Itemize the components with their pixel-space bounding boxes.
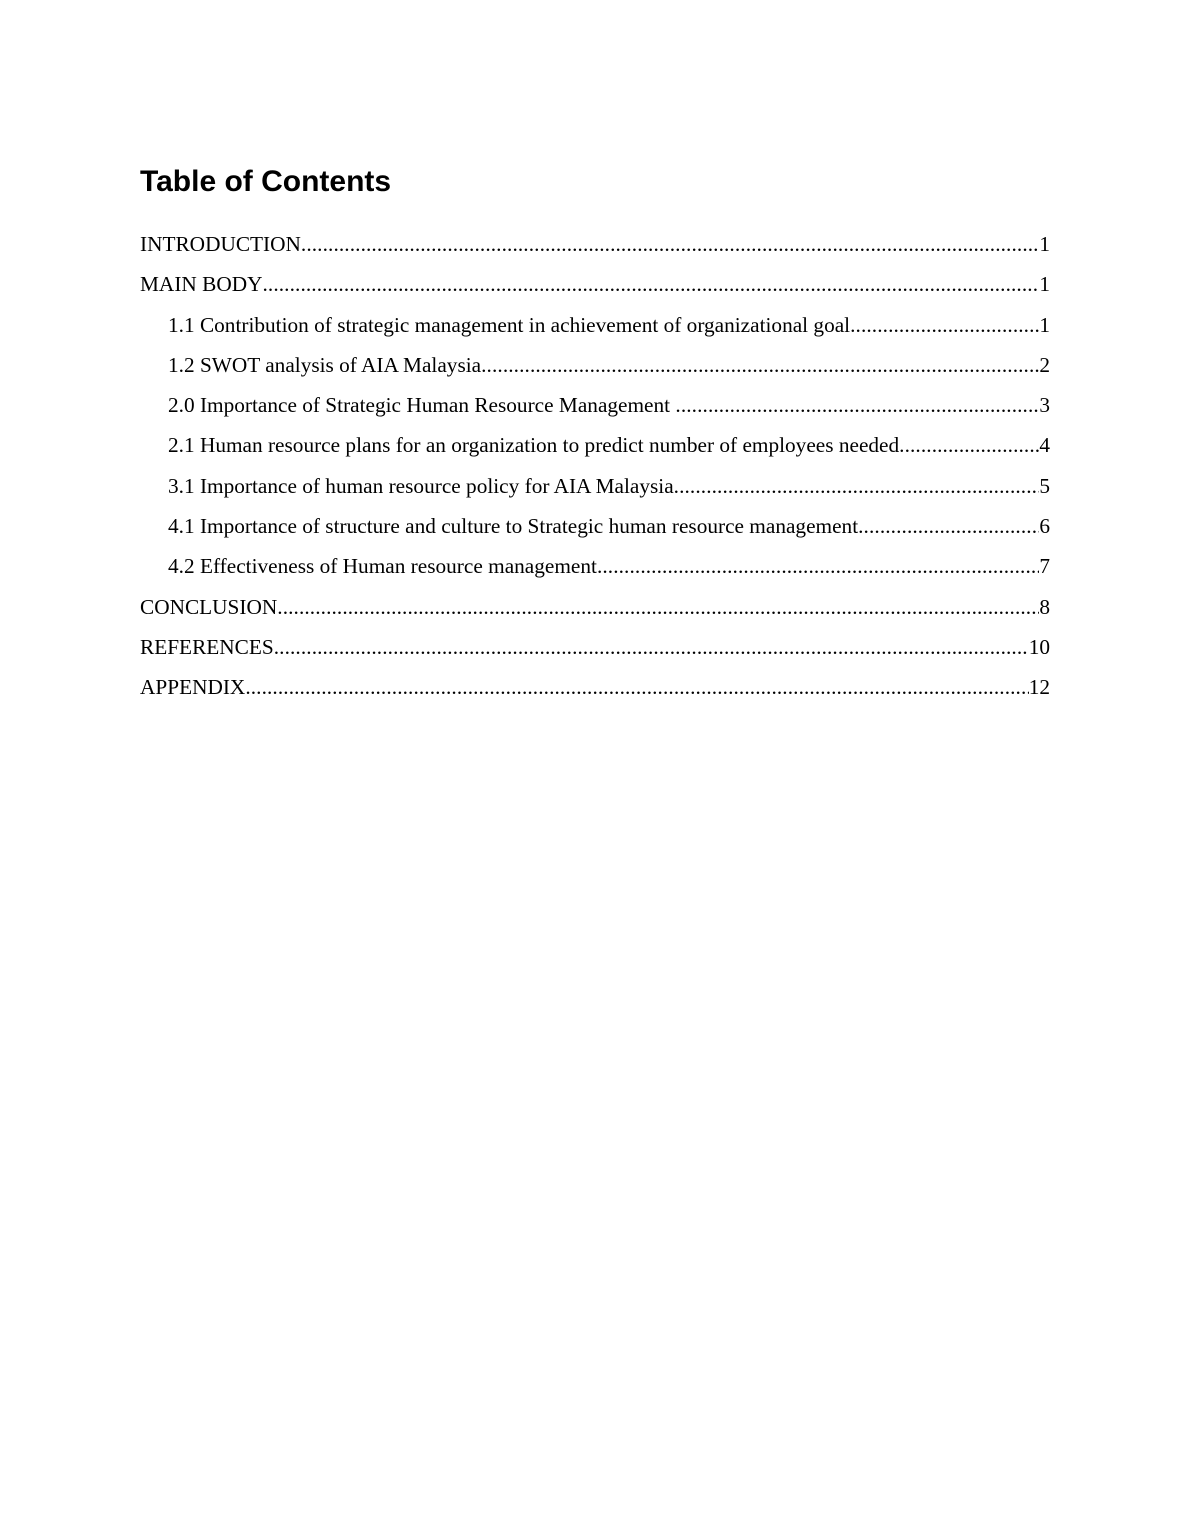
dot-leader [899,425,1039,465]
toc-entry-4-1[interactable] [140,506,1050,546]
table-of-contents [140,224,1050,708]
dot-leader [274,627,1029,667]
toc-entry-page-number: 1 [1039,272,1050,297]
toc-entry-2-1[interactable] [140,425,1050,465]
toc-entry-4-2[interactable] [140,546,1050,586]
dot-leader [675,385,1039,425]
toc-entry-page-number: 4 [1039,433,1050,458]
toc-entry-label: 1.1 Contribution of strategic management in achievement of organizational goal [168,312,851,337]
toc-entry-page-number: 8 [1039,594,1050,619]
toc-entry-label: REFERENCES [140,634,274,659]
dot-leader [277,587,1039,627]
dot-leader [301,224,1039,264]
toc-entry-page-number: 3 [1039,393,1050,418]
toc-entry-label: 2.0 Importance of Strategic Human Resource Management [168,393,676,418]
toc-entry-3-1[interactable] [140,466,1050,506]
toc-entry-page-number: 1 [1039,232,1050,256]
toc-entry-label: 4.2 Effectiveness of Human resource management [168,554,597,579]
toc-entry-page-number: 6 [1039,514,1050,539]
toc-entry-1-2[interactable] [140,345,1050,385]
toc-entry-label: INTRODUCTION [140,232,301,256]
toc-entry-label: MAIN BODY [140,272,263,297]
dot-leader [481,345,1039,385]
toc-entry-references[interactable] [140,627,1050,667]
toc-entry-conclusion[interactable] [140,587,1050,627]
toc-entry-label: 1.2 SWOT analysis of AIA Malaysia [168,352,482,377]
dot-leader [858,506,1039,546]
toc-entry-2-0[interactable] [140,385,1050,425]
toc-entry-page-number: 7 [1039,554,1050,579]
dot-leader [674,466,1040,506]
toc-entry-page-number: 12 [1028,675,1050,700]
toc-entry-label: 4.1 Importance of structure and culture to Strategic human resource management [168,514,859,539]
toc-entry-1-1[interactable] [140,305,1050,345]
toc-entry-appendix[interactable] [140,667,1050,707]
toc-entry-label: 2.1 Human resource plans for an organization to predict number of employees needed [168,433,900,458]
dot-leader [850,305,1039,345]
toc-entry-page-number: 10 [1028,634,1050,659]
toc-entry-page-number: 2 [1039,352,1050,377]
toc-entry-label: CONCLUSION [140,594,278,619]
toc-entry-page-number: 5 [1039,473,1050,498]
toc-title: Table of Contents [140,165,392,198]
toc-entry-label: APPENDIX [140,675,246,700]
dot-leader [597,546,1039,586]
toc-entry-page-number: 1 [1039,312,1050,337]
toc-entry-label: 3.1 Importance of human resource policy for AIA Malaysia [168,473,674,498]
toc-entry-introduction[interactable] [140,224,1050,264]
dot-leader [245,667,1028,707]
dot-leader [262,264,1039,304]
toc-entry-main-body[interactable] [140,264,1050,304]
